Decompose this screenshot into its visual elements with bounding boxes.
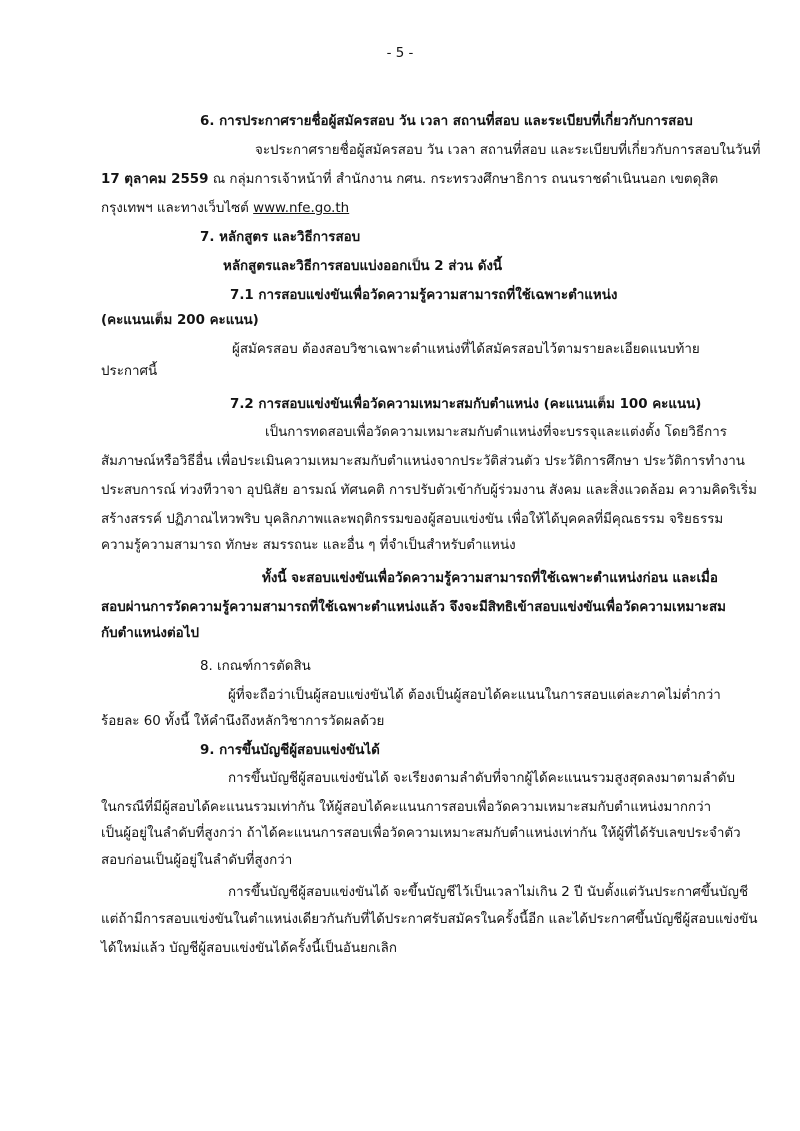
- section-7-2-line: ประสบการณ์ ท่วงทีวาจา อุปนิสัย อารมณ์ ทัศนคติ การปรับตัวเข้ากับผู้ร่วมงาน สังคม และสิ่งแวดล้อม ความคิดริเริ่ม: [101, 483, 757, 498]
- section-9-line: แต่ถ้ามีการสอบแข่งขันในตำแหน่งเดียวกันกับที่ได้ประกาศรับสมัครในครั้งนี้อีก และได้ประกาศขึ้นบัญชีผู้สอบแข่งขัน: [101, 912, 758, 927]
- section-9-line: ได้ใหม่แล้ว บัญชีผู้สอบแข่งขันได้ครั้งนี้เป็นอันยกเลิก: [101, 941, 397, 956]
- section-6-line: จะประกาศรายชื่อผู้สมัครสอบ วัน เวลา สถานที่สอบ และระเบียบที่เกี่ยวกับการสอบในวันที่: [255, 143, 761, 158]
- section-9-line: การขึ้นบัญชีผู้สอบแข่งขันได้ จะเรียงตามลำดับที่จากผู้ได้คะแนนรวมสูงสุดลงมาตามลำดับ: [228, 771, 735, 786]
- section-7-heading: 7. หลักสูตร และวิธีการสอบ: [200, 230, 361, 245]
- announcement-location: ณ กลุ่มการเจ้าหน้าที่ สำนักงาน กศน. กระทรวงศึกษาธิการ ถนนราชดำเนินนอก เขตดุสิต: [208, 172, 719, 187]
- section-7-2-line: เป็นการทดสอบเพื่อวัดความเหมาะสมกับตำแหน่งที่จะบรรจุและแต่งตั้ง โดยวิธีการ: [265, 425, 727, 440]
- section-7-note-line: ทั้งนี้ จะสอบแข่งขันเพื่อวัดความรู้ความสามารถที่ใช้เฉพาะตำแหน่งก่อน และเมื่อ: [262, 571, 718, 586]
- page-number: - 5 -: [386, 46, 414, 61]
- section-8-line: ผู้ที่จะถือว่าเป็นผู้สอบแข่งขันได้ ต้องเป็นผู้สอบได้คะแนนในการสอบแต่ละภาคไม่ต่ำกว่า: [228, 688, 721, 703]
- website-link[interactable]: www.nfe.go.th: [253, 201, 350, 216]
- section-7-2-heading: 7.2 การสอบแข่งขันเพื่อวัดความเหมาะสมกับตำแหน่ง (คะแนนเต็ม 100 คะแนน): [230, 397, 702, 412]
- section-9-line: ในกรณีที่มีผู้สอบได้คะแนนรวมเท่ากัน ให้ผู้สอบได้คะแนนการสอบเพื่อวัดความเหมาะสมกับตำแหน่งมากกว่า: [101, 800, 712, 815]
- announcement-date: 17 ตุลาคม 2559: [101, 172, 209, 187]
- section-8-heading: 8. เกณฑ์การตัดสิน: [200, 659, 311, 674]
- website-label: กรุงเทพฯ และทางเว็บไซต์: [101, 201, 254, 216]
- section-9-heading: 9. การขึ้นบัญชีผู้สอบแข่งขันได้: [200, 743, 380, 758]
- section-7-note-line: สอบผ่านการวัดความรู้ความสามารถที่ใช้เฉพาะตำแหน่งแล้ว จึงจะมีสิทธิเข้าสอบแข่งขันเพื่อวัดความเหมาะสม: [101, 600, 726, 615]
- section-9-line: เป็นผู้อยู่ในลำดับที่สูงกว่า ถ้าได้คะแนนการสอบเพื่อวัดความเหมาะสมกับตำแหน่งเท่ากัน ให้ผู้ที่ได้รับเลขประจำตัว: [101, 826, 741, 841]
- section-6-line: [101, 170, 718, 190]
- section-7-note-line: กับตำแหน่งต่อไป: [101, 626, 199, 641]
- section-7-1-heading: 7.1 การสอบแข่งขันเพื่อวัดความรู้ความสามารถที่ใช้เฉพาะตำแหน่ง: [230, 288, 618, 303]
- section-7-subheading: หลักสูตรและวิธีการสอบแบ่งออกเป็น 2 ส่วน ดังนี้: [223, 259, 503, 274]
- section-7-2-line: ความรู้ความสามารถ ทักษะ สมรรถนะ และอื่น ๆ ที่จำเป็นสำหรับตำแหน่ง: [101, 538, 516, 553]
- section-7-2-line: สัมภาษณ์หรือวิธีอื่น เพื่อประเมินความเหมาะสมกับตำแหน่งจากประวัติส่วนตัว ประวัติการศึกษา ประวัติการทำงาน: [101, 454, 745, 469]
- section-7-1-line: ผู้สมัครสอบ ต้องสอบวิชาเฉพาะตำแหน่งที่ได้สมัครสอบไว้ตามรายละเอียดแนบท้าย: [232, 342, 700, 357]
- section-9-line: การขึ้นบัญชีผู้สอบแข่งขันได้ จะขึ้นบัญชีไว้เป็นเวลาไม่เกิน 2 ปี นับตั้งแต่วันประกาศขึ้นบัญชี: [228, 885, 749, 900]
- section-7-1-score: (คะแนนเต็ม 200 คะแนน): [101, 313, 259, 328]
- section-7-2-line: สร้างสรรค์ ปฏิภาณไหวพริบ บุคลิกภาพและพฤติกรรมของผู้สอบแข่งขัน เพื่อให้ได้บุคคลที่มีคุณธรรม จริยธรรม: [101, 512, 724, 527]
- section-8-line: ร้อยละ 60 ทั้งนี้ ให้คำนึงถึงหลักวิชาการวัดผลด้วย: [101, 714, 385, 729]
- section-6-heading: 6. การประกาศรายชื่อผู้สมัครสอบ วัน เวลา สถานที่สอบ และระเบียบที่เกี่ยวกับการสอบ: [200, 114, 693, 129]
- section-9-line: สอบก่อนเป็นผู้อยู่ในลำดับที่สูงกว่า: [101, 853, 293, 868]
- section-6-line: [101, 199, 349, 219]
- section-7-1-line: ประกาศนี้: [101, 364, 158, 379]
